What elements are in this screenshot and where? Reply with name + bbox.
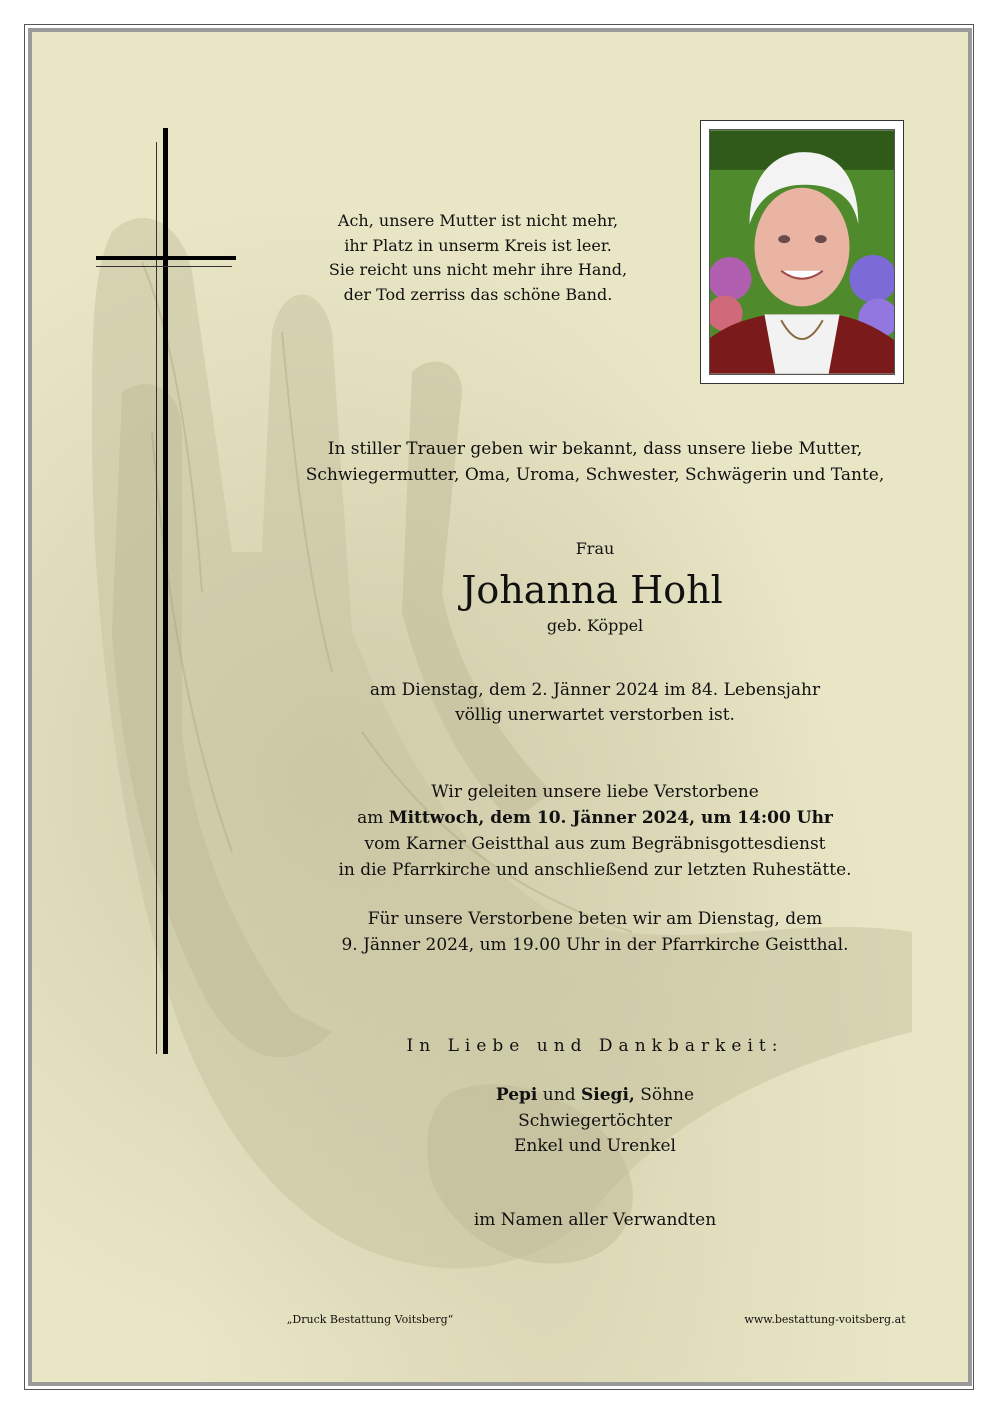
cross-icon-shadow-beam — [96, 266, 232, 267]
poem-line: Ach, unsere Mutter ist nicht mehr, — [337, 211, 619, 230]
burial-info — [290, 779, 900, 883]
intro-line: Schwiegermutter, Oma, Uroma, Schwester, Schwägerin und Tante, — [305, 465, 885, 485]
death-notice — [330, 678, 860, 728]
relation: Söhne — [634, 1085, 695, 1105]
prayer-info — [290, 906, 900, 958]
burial-line: vom Karner Geistthal aus zum Begräbnisgottesdienst — [364, 834, 826, 854]
son-name: Siegi, — [581, 1085, 635, 1105]
poem-line: ihr Platz in unserm Kreis ist leer. — [344, 235, 612, 255]
prayer-line: Für unsere Verstorbene beten wir am Dienstag, dem — [367, 909, 823, 929]
portrait-photo — [709, 129, 895, 375]
mourners-sons — [420, 1083, 770, 1109]
burial-line: in die Pfarrkirche und anschließend zur letzten Ruhestätte. — [338, 860, 852, 880]
poem-line: der Tod zerriss das schöne Band. — [343, 284, 613, 304]
prayer-line: 9. Jänner 2024, um 19.00 Uhr in der Pfarrkirche Geistthal. — [341, 935, 849, 955]
cross-icon-shadow-vertical — [156, 142, 157, 1054]
announcement-intro — [260, 436, 930, 488]
poem-line: Sie reicht uns nicht mehr ihre Hand, — [328, 260, 628, 279]
death-line: völlig unerwartet verstorben ist. — [455, 705, 735, 725]
burial-date-prefix: am — [357, 808, 389, 828]
mourners-line: Enkel und Urenkel — [513, 1136, 676, 1156]
burial-date: Mittwoch, dem 10. Jänner 2024, um 14:00 Uhr — [388, 808, 833, 828]
son-name: Pepi — [495, 1085, 538, 1105]
on-behalf: im Namen aller Verwandten — [473, 1210, 717, 1230]
salutation: Frau — [575, 539, 615, 558]
mourners — [420, 1083, 770, 1160]
mourners-line: Schwiegertöchter — [518, 1110, 672, 1131]
deceased-name: Johanna Hohl — [461, 568, 723, 612]
birth-name: geb. Köppel — [546, 616, 644, 635]
poem — [278, 209, 678, 307]
burial-line-date — [290, 805, 900, 831]
portrait-frame — [700, 120, 904, 384]
closing-phrase: In Liebe und Dankbarkeit: — [406, 1036, 784, 1056]
website-link[interactable]: www.bestattung-voitsberg.at — [744, 1313, 906, 1326]
cross-icon-beam — [96, 256, 236, 260]
printer-credit: „Druck Bestattung Voitsberg“ — [286, 1313, 454, 1326]
death-line: am Dienstag, dem 2. Jänner 2024 im 84. Lebensjahr — [369, 680, 821, 700]
burial-line: Wir geleiten unsere liebe Verstorbene — [431, 782, 759, 802]
intro-line: In stiller Trauer geben wir bekannt, dass unsere liebe Mutter, — [327, 439, 863, 459]
conjunction: und — [537, 1085, 581, 1105]
